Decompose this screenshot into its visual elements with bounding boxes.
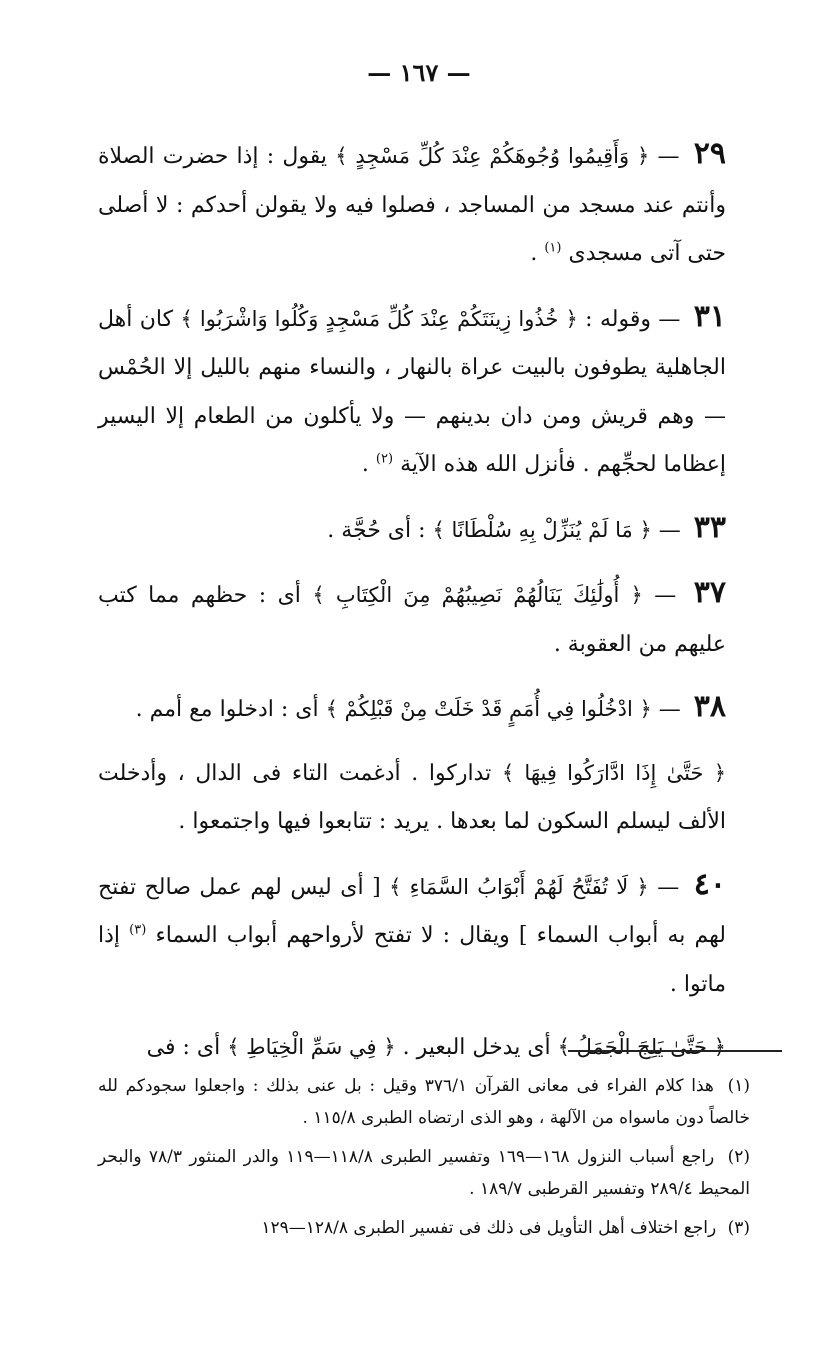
- verse-number: ٣١: [693, 298, 727, 334]
- commentary-text: [ أى ليس لهم عمل صالح تفتح لهم به أبواب السماء ] ويقال : لا تفتح لأرواحهم أبواب السماء: [98, 874, 727, 948]
- quran-quote: ﴿ ادْخُلُوا فِي أُمَمٍ قَدْ خَلَتْ مِنْ قَبْلِكُمْ ﴾: [325, 697, 652, 721]
- quran-quote: ﴿ أُولَٰئِكَ يَنَالُهُمْ نَصِيبُهُمْ مِنَ الْكِتَابِ ﴾: [312, 583, 643, 607]
- verse-number: ٣٧: [693, 575, 726, 610]
- footnote-marker: (١): [727, 1076, 750, 1096]
- footnote-text: راجع أسباب النزول ١٦٨—١٦٩ وتفسير الطبرى ١١٨/٨—١١٩ والدر المنثور ٧٨/٣ والبحر المحيط ٢٨٩/٤ وتفسير القرطبى ١٨٩/٧ .: [98, 1147, 750, 1199]
- entry-40-continued: [98, 1023, 726, 1073]
- quran-quote: ﴿ مَا لَمْ يُنَزِّلْ بِهِ سُلْطَانًا ﴾: [432, 517, 652, 542]
- footnote-1: [98, 1070, 750, 1134]
- quran-quote: ﴿ حَتَّىٰ يَلِجَ الْجَمَلُ ﴾: [557, 1035, 726, 1059]
- entry-33: [98, 504, 726, 556]
- footnote-text: راجع اختلاف أهل التأويل فى ذلك فى تفسير الطبرى ١٢٨/٨—١٢٩: [261, 1218, 717, 1238]
- footnote-ref: (١): [544, 240, 562, 256]
- commentary-body: [98, 130, 726, 1087]
- end-punct: .: [530, 241, 538, 266]
- footnote-ref: (٢): [375, 451, 394, 467]
- footnote-marker: (٢): [727, 1147, 751, 1167]
- verse-number: ٣٨: [693, 689, 726, 724]
- dash: —: [658, 306, 681, 332]
- quran-quote: ﴿ حَتَّىٰ إِذَا ادَّارَكُوا فِيهَا ﴾: [501, 760, 727, 785]
- dash: —: [657, 874, 680, 900]
- commentary-text-second: أى : فى: [146, 1035, 221, 1060]
- entry-31: [98, 293, 726, 490]
- commentary-text: كان أهل الجاهلية يطوفون بالبيت عراة بالنهار ، والنساء منهم بالليل إلا الحُمْس — وهم قريش ومن دان بدينهم — ولا يأكلون من الطعام إلا اليسير إعظاما لحجِّهم . فأنزل الله هذه الآية: [98, 306, 726, 477]
- footnotes: [98, 1070, 750, 1251]
- dash: —: [657, 144, 680, 169]
- verse-number: ٣٣: [693, 509, 726, 545]
- verse-number: ٢٩: [693, 136, 726, 171]
- entry-40: [98, 861, 726, 1010]
- footnote-ref: (٣): [129, 922, 147, 938]
- footnote-marker: (٣): [727, 1218, 750, 1238]
- footnote-divider: [568, 1050, 782, 1052]
- commentary-text: أى : حظهم مما كتب عليهم من العقوبة .: [98, 583, 726, 657]
- quran-quote: ﴿ لَا تُفَتَّحُ لَهُمْ أَبْوَابُ السَّمَاءِ ﴾: [389, 874, 649, 899]
- entry-37: [98, 569, 726, 669]
- verse-number: ٤٠: [693, 866, 726, 902]
- footnote-text: هذا كلام الفراء فى معانى القرآن ٣٧٦/١ وقيل : بل عنى بذلك : واجعلوا سجودكم لله خالصاً دون ماسواه من الآلهة ، وهو الذى ارتضاه الطبرى ١١٥/٨ .: [98, 1076, 750, 1128]
- end-punct: .: [361, 452, 369, 477]
- quran-quote: ﴿ خُذُوا زِينَتَكُمْ عِنْدَ كُلِّ مَسْجِدٍ وَكُلُوا وَاشْرَبُوا ﴾: [180, 306, 578, 331]
- quran-quote-second: ﴿ فِي سَمِّ الْخِيَاطِ ﴾: [227, 1035, 396, 1059]
- commentary-text: أى يدخل البعير .: [402, 1035, 551, 1060]
- commentary-text: يقول : إذا حضرت الصلاة وأنتم عند مسجد من المساجد ، فصلوا فيه ولا يقولن أحدكم : لا أصلى حتى آتى مسجدى: [98, 144, 726, 266]
- entry-38: [98, 683, 726, 735]
- footnote-2: [98, 1141, 750, 1205]
- quran-quote: ﴿ وَأَقِيمُوا وُجُوهَكُمْ عِنْدَ كُلِّ مَسْجِدٍ ﴾: [335, 144, 650, 168]
- commentary-text: أى : ادخلوا مع أمم .: [135, 697, 319, 722]
- footnote-3: [98, 1212, 750, 1244]
- dash: —: [658, 697, 681, 722]
- entry-38-continued: [98, 749, 726, 847]
- end-text: إذا ماتوا .: [98, 923, 726, 997]
- dash: —: [654, 583, 677, 608]
- commentary-text: : أى حُجَّة .: [327, 517, 426, 543]
- dash: —: [658, 517, 681, 543]
- lead-text: وقوله :: [585, 306, 651, 332]
- commentary-text: تداركوا . أدغمت التاء فى الدال ، وأدخلت الألف ليسلم السكون لما بعدها . يريد : تتابعوا فيها واجتمعوا .: [98, 760, 726, 834]
- page-number: — ١٦٧ —: [367, 58, 471, 87]
- entry-29: [98, 130, 726, 279]
